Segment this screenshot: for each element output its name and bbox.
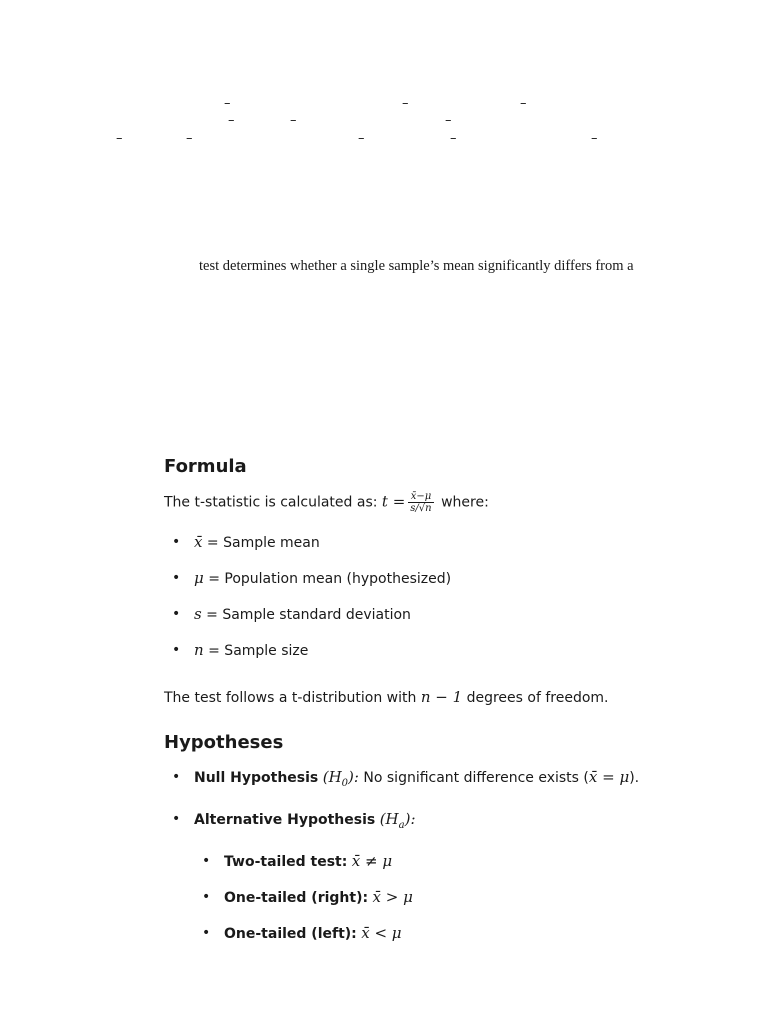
variable-desc: = Sample standard deviation (206, 607, 411, 623)
list-item (194, 767, 724, 794)
formula-numerator: x̄−μ (408, 491, 433, 503)
sub-label: Two-tailed test: (224, 854, 348, 870)
hypotheses-heading: Hypotheses (164, 732, 284, 753)
list-item (224, 887, 724, 908)
stray-dash: – (186, 131, 193, 146)
formula-lead (164, 491, 724, 514)
stray-dash: – (402, 96, 409, 111)
null-symbol: $(H_0)$: (322, 768, 359, 789)
stray-dash: – (591, 131, 598, 146)
variable-list (194, 532, 724, 661)
null-end: ). (629, 770, 640, 786)
variable-symbol: x̄ (194, 533, 203, 551)
sub-label: One-tailed (left): (224, 926, 357, 942)
sub-label: One-tailed (right): (224, 890, 369, 906)
stray-dash: – (358, 131, 365, 146)
hypotheses-list (194, 767, 724, 944)
stray-dash: – (290, 113, 297, 128)
list-item (194, 532, 724, 553)
formula-denominator: s/√n (410, 503, 432, 514)
stray-dash: – (520, 96, 527, 111)
intro-fragment: test determines whether a single sample’s mean significantly differs from a (199, 258, 634, 274)
alt-symbol: $(H_a)$: (379, 810, 416, 831)
formula-heading: Formula (164, 456, 247, 477)
alt-label: Alternative Hypothesis (194, 812, 376, 828)
variable-desc: = Sample size (208, 643, 309, 659)
stray-dash: – (224, 96, 231, 111)
variable-symbol: s (194, 605, 202, 623)
null-label: Null Hypothesis (194, 770, 319, 786)
variable-symbol: n (194, 641, 204, 659)
df-math: n − 1 (420, 688, 463, 706)
degrees-of-freedom (164, 687, 724, 708)
alt-sub-list (224, 851, 724, 944)
df-before: The test follows a t-distribution with (164, 690, 417, 706)
list-item (224, 923, 724, 944)
formula-lead-text: The t-statistic is calculated as: (164, 494, 378, 511)
stray-dash: – (228, 113, 235, 128)
null-math: x̄ = μ (588, 768, 630, 786)
sub-math: x̄ > μ (372, 888, 413, 906)
list-item (194, 604, 724, 625)
list-item (194, 568, 724, 589)
variable-desc: = Sample mean (206, 535, 320, 551)
variable-desc: = Population mean (hypothesized) (208, 571, 452, 587)
formula-fraction (408, 491, 433, 514)
formula-lead-after: where: (441, 494, 489, 511)
document-body (164, 456, 724, 944)
sub-math: x̄ ≠ μ (351, 852, 393, 870)
list-item (224, 851, 724, 872)
stray-dash: – (450, 131, 457, 146)
list-item (194, 640, 724, 661)
formula-t: t = (381, 492, 406, 511)
sub-math: x̄ < μ (361, 924, 402, 942)
stray-dash: – (116, 131, 123, 146)
variable-symbol: μ (194, 569, 204, 587)
df-after: degrees of freedom. (466, 690, 609, 706)
list-item (194, 809, 724, 944)
null-text: No significant difference exists ( (363, 770, 589, 786)
stray-dash: – (445, 113, 452, 128)
